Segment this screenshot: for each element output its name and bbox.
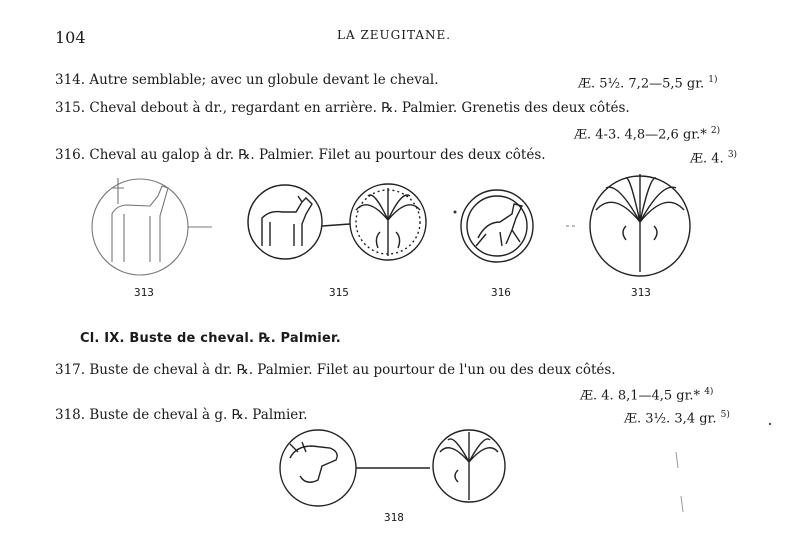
footnote-marker: 4)	[704, 387, 714, 397]
coin-318-obverse-image	[280, 430, 356, 506]
entry-meta: Æ. 4-3. 4,8—2,6 gr.*	[574, 127, 707, 143]
entry-number: 314.	[55, 72, 86, 88]
figure-caption: 313	[631, 286, 651, 299]
entry-number: 317.	[55, 362, 86, 378]
entry-text: Cheval au galop à dr. ℞. Palmier. Filet au pourtour des deux côtés.	[89, 147, 546, 163]
margin-mark	[676, 452, 678, 468]
footnote-marker: 1)	[708, 75, 718, 85]
margin-dot	[769, 423, 771, 425]
figure-caption: 318	[384, 511, 404, 524]
entry-meta: Æ. 4.	[690, 151, 724, 167]
footnote-marker: 3)	[727, 150, 738, 160]
entry-text: Buste de cheval à dr. ℞. Palmier. Filet au pourtour de l'un ou des deux côtés.	[89, 362, 616, 378]
entry-number: 316.	[55, 147, 86, 163]
entry-number: 318.	[55, 407, 86, 423]
entry-text: Buste de cheval à g. ℞. Palmier.	[89, 407, 308, 423]
coin-318-reverse-image	[433, 430, 505, 502]
figure-caption: 313	[134, 286, 154, 299]
entry-meta: Æ. 4. 8,1—4,5 gr.*	[580, 388, 701, 404]
figure-caption: 316	[491, 286, 511, 299]
entry-meta: Æ. 5½. 7,2—5,5 gr.	[578, 76, 705, 92]
figure-caption: 315	[329, 286, 349, 299]
page-number: 104	[55, 28, 86, 47]
entry-text: Autre semblable; avec un globule devant le cheval.	[89, 72, 439, 88]
entry-text: Cheval debout à dr., regardant en arrière. ℞. Palmier. Grenetis des deux côtés.	[89, 100, 630, 116]
section-heading: Cl. IX. Buste de cheval. ℞. Palmier.	[80, 331, 341, 346]
footnote-marker: 2)	[710, 126, 721, 136]
footnote-marker: 5)	[720, 410, 730, 420]
entry-meta: Æ. 3½. 3,4 gr.	[624, 411, 717, 427]
entry-number: 315.	[55, 100, 86, 116]
margin-mark	[681, 496, 683, 512]
running-head: LA ZEUGITANE.	[337, 28, 452, 42]
